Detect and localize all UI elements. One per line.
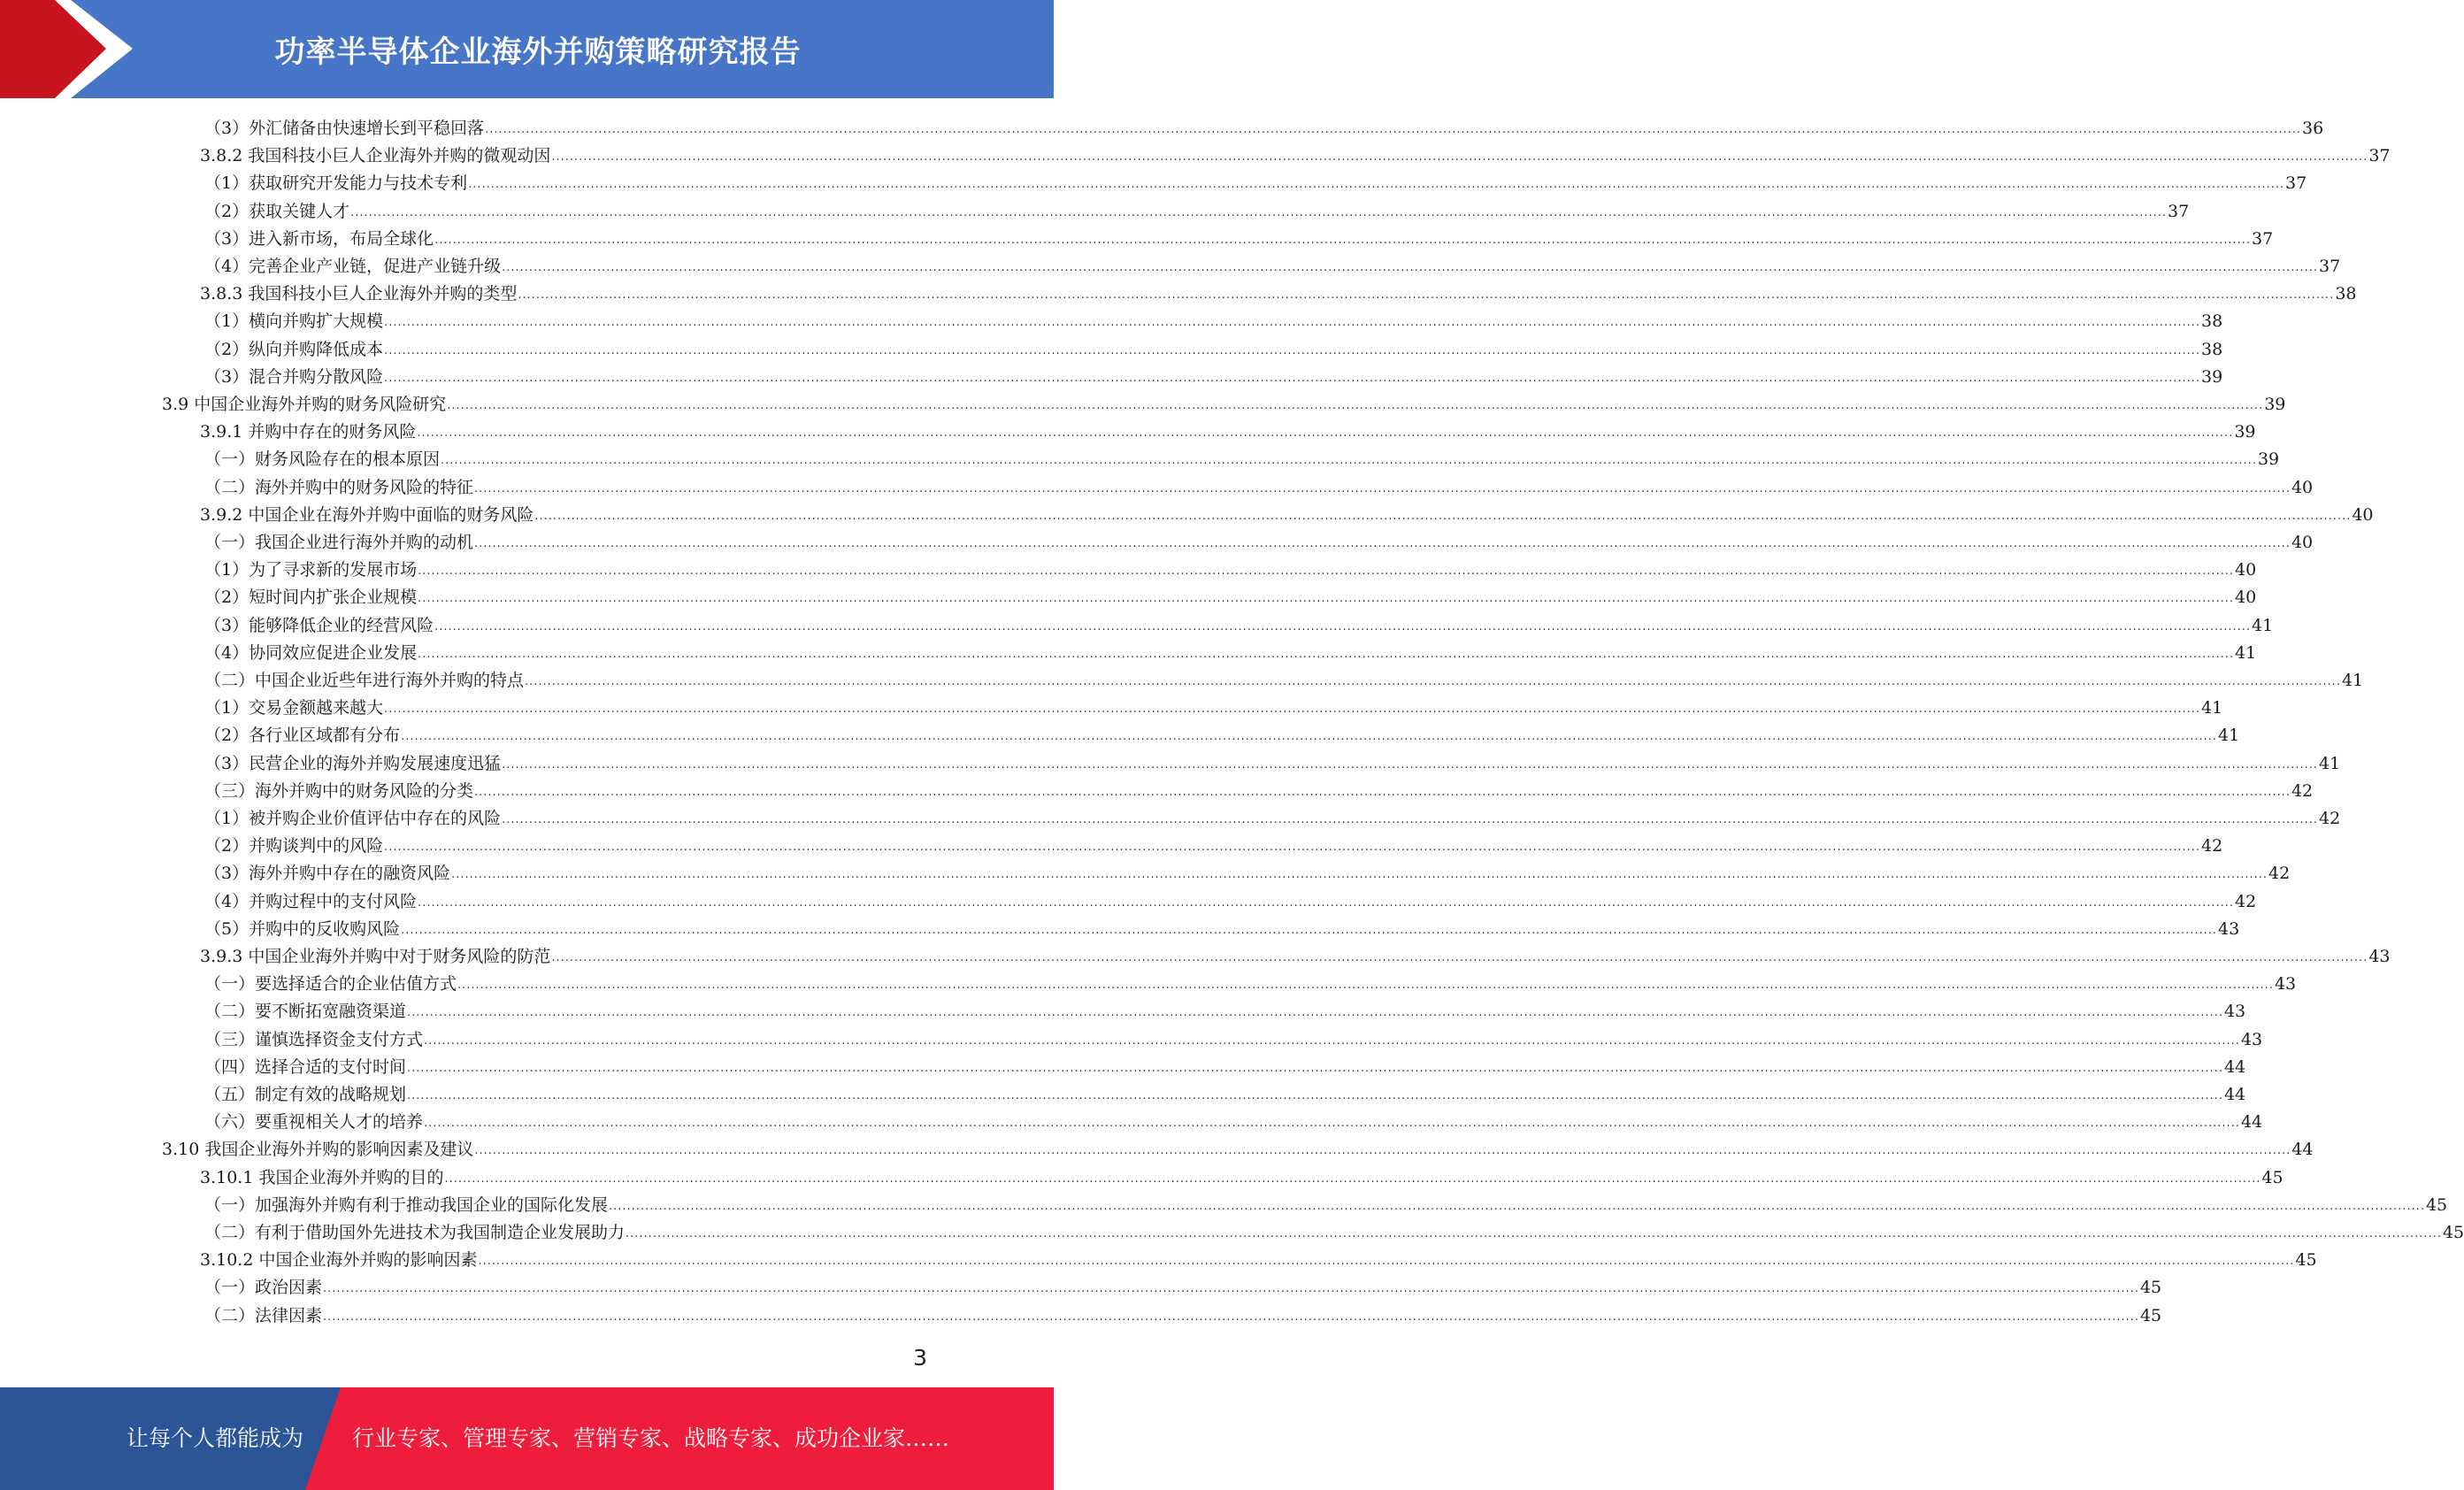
toc-entry-page: 44 — [2223, 1085, 2246, 1104]
toc-entry-page: 44 — [2240, 1112, 2263, 1133]
toc-entry-label: （二）海外并购中的财务风险的特征 — [204, 477, 474, 497]
toc-entry[interactable] — [204, 1300, 2162, 1327]
toc-entry-label: （4）协同效应促进企业发展 — [204, 642, 418, 663]
toc-entry[interactable] — [204, 857, 2291, 885]
toc-entry[interactable] — [204, 581, 2257, 609]
toc-entry[interactable] — [204, 995, 2246, 1023]
toc-entry-page: 39 — [2257, 449, 2280, 470]
toc-entry-page: 40 — [2235, 588, 2257, 608]
toc-entry-page: 39 — [2201, 366, 2223, 387]
toc-entry[interactable] — [204, 968, 2297, 995]
toc-entry-page: 37 — [2252, 228, 2274, 249]
toc-entry-label: （4）完善企业产业链，促进产业链升级 — [204, 257, 502, 276]
toc-entry[interactable] — [204, 775, 2314, 803]
toc-entry[interactable] — [204, 361, 2223, 388]
toc-leader-dots: ................................................................................................................................................................................................................................................................................................................................................................................................................ — [434, 233, 2252, 247]
toc-entry[interactable] — [162, 388, 2286, 416]
toc-entry-page: 45 — [2442, 1223, 2464, 1242]
toc-leader-dots: ................................................................................................................................................................................................................................................................................................................................................................................................................ — [384, 841, 2201, 855]
toc-entry-label: （3）能够降低企业的经营风险 — [204, 615, 434, 635]
toc-entry-label: （2）各行业区域都有分布 — [204, 726, 401, 746]
toc-leader-dots: ................................................................................................................................................................................................................................................................................................................................................................................................................ — [417, 426, 2234, 441]
toc-entry-page: 41 — [2201, 698, 2223, 718]
toc-leader-dots: ................................................................................................................................................................................................................................................................................................................................................................................................................ — [551, 951, 2368, 964]
toc-entry-label: （3）进入新市场，布局全球化 — [204, 228, 434, 249]
toc-entry[interactable] — [204, 830, 2223, 857]
toc-entry[interactable] — [204, 1271, 2162, 1299]
toc-leader-dots: ................................................................................................................................................................................................................................................................................................................................................................................................................ — [447, 399, 2264, 412]
toc-leader-dots: ................................................................................................................................................................................................................................................................................................................................................................................................................ — [468, 178, 2285, 192]
toc-leader-dots: ................................................................................................................................................................................................................................................................................................................................................................................................................ — [525, 675, 2341, 688]
toc-entry[interactable] — [204, 886, 2257, 913]
toc-leader-dots: ................................................................................................................................................................................................................................................................................................................................................................................................................ — [418, 647, 2235, 661]
toc-entry-label: （3）民营企业的海外并购发展速度迅猛 — [204, 753, 502, 773]
toc-entry-label: （二）要不断拓宽融资渠道 — [204, 1002, 407, 1022]
toc-leader-dots: ................................................................................................................................................................................................................................................................................................................................................................................................................ — [518, 288, 2335, 303]
toc-leader-dots: ................................................................................................................................................................................................................................................................................................................................................................................................................ — [474, 537, 2291, 550]
toc-entry-page: 43 — [2274, 974, 2297, 995]
toc-entry-page: 38 — [2201, 311, 2223, 332]
toc-entry-page: 45 — [2261, 1167, 2284, 1187]
footer-slogan-left: 让每个人都能成为 — [127, 1425, 304, 1451]
toc-entry[interactable] — [204, 1106, 2263, 1133]
page-footer — [0, 1387, 1054, 1490]
toc-leader-dots: ................................................................................................................................................................................................................................................................................................................................................................................................................ — [451, 868, 2268, 882]
toc-leader-dots: ................................................................................................................................................................................................................................................................................................................................................................................................................ — [350, 205, 2168, 219]
toc-entry-page: 42 — [2268, 864, 2291, 884]
toc-entry[interactable] — [204, 610, 2274, 637]
toc-entry-page: 45 — [2139, 1305, 2162, 1325]
toc-entry[interactable] — [204, 334, 2223, 361]
toc-entry[interactable] — [204, 526, 2314, 554]
toc-entry[interactable] — [204, 1189, 2448, 1217]
toc-entry-label: （3）混合并购分散风险 — [204, 366, 384, 387]
toc-leader-dots: ................................................................................................................................................................................................................................................................................................................................................................................................................ — [502, 757, 2319, 772]
toc-entry[interactable] — [204, 443, 2280, 471]
toc-entry-label: （一）我国企业进行海外并购的动机 — [204, 533, 474, 552]
toc-entry-page: 37 — [2285, 173, 2307, 194]
toc-leader-dots: ................................................................................................................................................................................................................................................................................................................................................................................................................ — [478, 1255, 2295, 1269]
toc-entry-page: 43 — [2240, 1029, 2263, 1049]
toc-entry[interactable] — [200, 941, 2391, 968]
toc-entry-page: 37 — [2319, 257, 2341, 276]
toc-entry-page: 43 — [2218, 918, 2240, 939]
toc-entry[interactable] — [200, 416, 2256, 443]
toc-entry-page: 41 — [2341, 671, 2364, 690]
toc-entry-page: 42 — [2235, 891, 2257, 911]
toc-entry-label: （1）被并购企业价值评估中存在的风险 — [204, 809, 502, 828]
toc-entry-label: （5）并购中的反收购风险 — [204, 918, 401, 939]
toc-entry-label: 3.9 中国企业海外并购的财务风险研究 — [162, 395, 447, 414]
toc-entry-label: （一）加强海外并购有利于推动我国企业的国际化发展 — [204, 1194, 609, 1215]
toc-entry-page: 45 — [2139, 1278, 2162, 1298]
toc-entry-page: 40 — [2352, 504, 2374, 525]
toc-leader-dots: ................................................................................................................................................................................................................................................................................................................................................................................................................ — [384, 343, 2201, 357]
toc-leader-dots: ................................................................................................................................................................................................................................................................................................................................................................................................................ — [418, 895, 2235, 910]
toc-leader-dots: ................................................................................................................................................................................................................................................................................................................................................................................................................ — [551, 150, 2368, 165]
toc-entry-label: （一）政治因素 — [204, 1278, 323, 1298]
toc-entry[interactable] — [204, 196, 2190, 223]
toc-leader-dots: ................................................................................................................................................................................................................................................................................................................................................................................................................ — [323, 1310, 2139, 1324]
toc-entry[interactable] — [200, 278, 2357, 305]
toc-leader-dots: ................................................................................................................................................................................................................................................................................................................................................................................................................ — [401, 923, 2218, 937]
page-header — [0, 0, 1054, 98]
toc-entry[interactable] — [204, 167, 2307, 195]
report-title: 功率半导体企业海外并购策略研究报告 — [274, 35, 802, 70]
toc-entry[interactable] — [204, 637, 2257, 664]
toc-entry-label: 3.8.3 我国科技小巨人企业海外并购的类型 — [200, 284, 518, 304]
toc-entry-page: 43 — [2223, 1002, 2246, 1022]
toc-entry-page: 38 — [2201, 339, 2223, 359]
toc-entry[interactable] — [200, 140, 2391, 167]
toc-entry-label: （1）为了寻求新的发展市场 — [204, 560, 418, 580]
toc-entry[interactable] — [204, 554, 2257, 581]
toc-entry-label: 3.10 我国企业海外并购的影响因素及建议 — [162, 1140, 474, 1160]
toc-leader-dots: ................................................................................................................................................................................................................................................................................................................................................................................................................ — [534, 509, 2352, 523]
toc-entry-label: （1）交易金额越来越大 — [204, 698, 384, 718]
toc-entry[interactable] — [200, 499, 2374, 526]
toc-leader-dots: ................................................................................................................................................................................................................................................................................................................................................................................................................ — [401, 730, 2218, 744]
toc-entry-page: 43 — [2368, 947, 2391, 966]
toc-entry-page: 40 — [2291, 533, 2314, 552]
toc-entry[interactable] — [204, 305, 2223, 333]
toc-entry[interactable] — [204, 250, 2341, 278]
toc-entry[interactable] — [204, 1051, 2246, 1079]
toc-entry-page: 39 — [2234, 422, 2256, 442]
toc-entry-label: 3.9.3 中国企业海外并购中对于财务风险的防范 — [200, 947, 551, 966]
toc-leader-dots: ................................................................................................................................................................................................................................................................................................................................................................................................................ — [384, 371, 2201, 385]
toc-entry[interactable] — [204, 692, 2223, 719]
toc-leader-dots: ................................................................................................................................................................................................................................................................................................................................................................................................................ — [323, 1282, 2139, 1296]
toc-leader-dots: ................................................................................................................................................................................................................................................................................................................................................................................................................ — [502, 813, 2319, 826]
toc-entry-label: （1）横向并购扩大规模 — [204, 311, 384, 332]
toc-entry-page: 41 — [2218, 726, 2240, 746]
toc-entry-page: 44 — [2223, 1056, 2246, 1077]
toc-leader-dots: ................................................................................................................................................................................................................................................................................................................................................................................................................ — [384, 316, 2201, 330]
toc-entry[interactable] — [204, 1079, 2246, 1106]
toc-entry-page: 44 — [2291, 1140, 2314, 1160]
toc-entry[interactable] — [204, 223, 2274, 250]
toc-entry-page: 40 — [2235, 560, 2257, 580]
toc-entry-page: 39 — [2264, 395, 2286, 414]
footer-slogan-right: 行业专家、管理专家、营销专家、战略专家、成功企业家…… — [352, 1425, 950, 1451]
toc-leader-dots: ................................................................................................................................................................................................................................................................................................................................................................................................................ — [474, 785, 2291, 799]
toc-entry[interactable] — [204, 664, 2364, 692]
toc-entry[interactable] — [162, 1133, 2314, 1161]
toc-entry-label: （四）选择合适的支付时间 — [204, 1056, 407, 1077]
toc-entry-label: （三）谨慎选择资金支付方式 — [204, 1029, 424, 1049]
toc-entry[interactable] — [204, 803, 2341, 830]
toc-entry-label: 3.10.2 中国企业海外并购的影响因素 — [200, 1250, 478, 1271]
toc-entry[interactable] — [204, 719, 2240, 747]
toc-leader-dots: ................................................................................................................................................................................................................................................................................................................................................................................................................ — [609, 1199, 2425, 1213]
toc-entry-label: （六）要重视相关人才的培养 — [204, 1112, 424, 1133]
toc-leader-dots: ................................................................................................................................................................................................................................................................................................................................................................................................................ — [502, 261, 2319, 274]
toc-entry[interactable] — [200, 1244, 2317, 1271]
toc-entry-label: （3）海外并购中存在的融资风险 — [204, 864, 451, 884]
toc-entry-label: （4）并购过程中的支付风险 — [204, 891, 418, 911]
toc-entry-page: 42 — [2319, 809, 2341, 828]
toc-leader-dots: ................................................................................................................................................................................................................................................................................................................................................................................................................ — [485, 123, 2302, 136]
toc-entry-page: 40 — [2291, 477, 2314, 497]
toc-entry-page: 42 — [2201, 836, 2223, 856]
toc-entry-page: 41 — [2235, 642, 2257, 663]
toc-leader-dots: ................................................................................................................................................................................................................................................................................................................................................................................................................ — [457, 979, 2274, 993]
toc-entry-label: （2）纵向并购降低成本 — [204, 339, 384, 359]
toc-leader-dots: ................................................................................................................................................................................................................................................................................................................................................................................................................ — [441, 454, 2257, 468]
toc-entry-page: 45 — [2295, 1250, 2317, 1271]
toc-entry[interactable] — [204, 112, 2324, 140]
toc-entry-label: （二）法律因素 — [204, 1305, 323, 1325]
toc-entry-label: 3.8.2 我国科技小巨人企业海外并购的微观动因 — [200, 146, 551, 166]
toc-leader-dots: ................................................................................................................................................................................................................................................................................................................................................................................................................ — [418, 565, 2235, 579]
toc-leader-dots: ................................................................................................................................................................................................................................................................................................................................................................................................................ — [424, 1117, 2240, 1131]
toc-entry-page: 42 — [2291, 780, 2314, 801]
toc-entry-label: 3.10.1 我国企业海外并购的目的 — [200, 1167, 444, 1187]
toc-entry-label: （一）财务风险存在的根本原因 — [204, 449, 441, 470]
toc-entry-label: （三）海外并购中的财务风险的分类 — [204, 780, 474, 801]
toc-entry-label: （2）并购谈判中的风险 — [204, 836, 384, 856]
toc-entry[interactable] — [200, 1162, 2284, 1189]
toc-entry-page: 37 — [2168, 201, 2190, 221]
toc-leader-dots: ................................................................................................................................................................................................................................................................................................................................................................................................................ — [444, 1171, 2261, 1186]
toc-entry-label: （二）有利于借助国外先进技术为我国制造企业发展助力 — [204, 1223, 626, 1242]
toc-leader-dots: ................................................................................................................................................................................................................................................................................................................................................................................................................ — [474, 1144, 2291, 1158]
toc-entry-label: （2）获取关键人才 — [204, 201, 350, 221]
toc-entry-label: （1）获取研究开发能力与技术专利 — [204, 173, 468, 194]
toc-entry-page: 41 — [2319, 753, 2341, 773]
toc-leader-dots: ................................................................................................................................................................................................................................................................................................................................................................................................................ — [434, 619, 2252, 634]
toc-leader-dots: ................................................................................................................................................................................................................................................................................................................................................................................................................ — [626, 1227, 2442, 1240]
toc-leader-dots: ................................................................................................................................................................................................................................................................................................................................................................................................................ — [407, 1006, 2223, 1020]
toc-entry[interactable] — [204, 748, 2341, 775]
toc-entry-label: （二）中国企业近些年进行海外并购的特点 — [204, 671, 525, 690]
toc-leader-dots: ................................................................................................................................................................................................................................................................................................................................................................................................................ — [384, 703, 2201, 717]
toc-entry-page: 36 — [2302, 119, 2324, 138]
toc-leader-dots: ................................................................................................................................................................................................................................................................................................................................................................................................................ — [424, 1033, 2240, 1048]
toc-entry[interactable] — [204, 1217, 2464, 1244]
toc-entry-page: 45 — [2425, 1194, 2448, 1215]
toc-entry-page: 41 — [2252, 615, 2274, 635]
toc-entry-page: 37 — [2368, 146, 2391, 166]
toc-entry-label: （2）短时间内扩张企业规模 — [204, 588, 418, 608]
toc-leader-dots: ................................................................................................................................................................................................................................................................................................................................................................................................................ — [407, 1089, 2223, 1102]
toc-leader-dots: ................................................................................................................................................................................................................................................................................................................................................................................................................ — [474, 481, 2291, 495]
toc-entry[interactable] — [204, 472, 2314, 499]
toc-entry-label: （一）要选择适合的企业估值方式 — [204, 974, 457, 995]
toc-entry[interactable] — [204, 1024, 2263, 1051]
toc-entry[interactable] — [204, 913, 2240, 941]
toc-leader-dots: ................................................................................................................................................................................................................................................................................................................................................................................................................ — [418, 592, 2235, 606]
toc-entry-label: （五）制定有效的战略规划 — [204, 1085, 407, 1104]
toc-entry-label: 3.9.1 并购中存在的财务风险 — [200, 422, 417, 442]
toc-leader-dots: ................................................................................................................................................................................................................................................................................................................................................................................................................ — [407, 1061, 2223, 1075]
page-number: 3 — [913, 1345, 927, 1371]
toc-entry-label: （3）外汇储备由快速增长到平稳回落 — [204, 119, 485, 138]
toc-entry-label: 3.9.2 中国企业在海外并购中面临的财务风险 — [200, 504, 534, 525]
toc-entry-page: 38 — [2335, 284, 2357, 304]
